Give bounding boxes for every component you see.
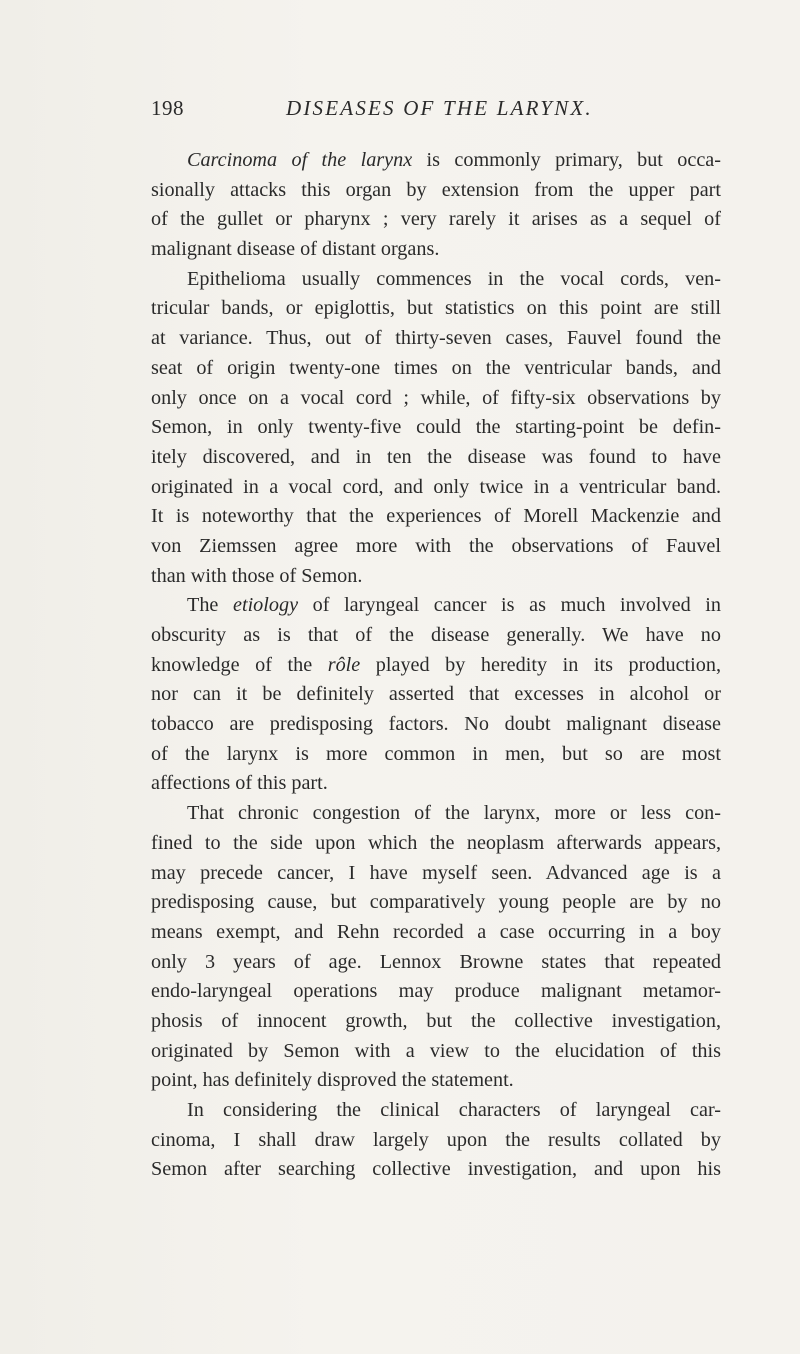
- text-run: Epithelioma usually commences in the vocal cords, ven-: [187, 267, 721, 290]
- paragraph: [151, 799, 721, 1096]
- italic-text: rôle: [327, 653, 361, 676]
- text-line: [151, 324, 721, 354]
- italic-text: Carcinoma of the larynx: [187, 149, 413, 171]
- text-run: That chronic congestion of the larynx, more or less con-: [187, 802, 721, 825]
- text-run: Semon after searching collective investigation, and upon his: [151, 1158, 721, 1181]
- text-run: originated by Semon with a view to the elucidation of this: [151, 1039, 721, 1062]
- italic-text: etiology: [233, 594, 299, 617]
- text-line: [151, 265, 721, 295]
- text-line: [151, 384, 721, 414]
- text-run: knowledge of the: [151, 653, 328, 676]
- text-line: [151, 502, 721, 532]
- text-line: [151, 1126, 721, 1156]
- text-run: In considering the clinical characters of laryngeal car-: [187, 1099, 721, 1121]
- text-line: [151, 413, 721, 443]
- text-run: may precede cancer, I have myself seen. Advanced age is a: [151, 861, 721, 884]
- text-line: [151, 1155, 721, 1185]
- text-run: of the larynx is more common in men, but so are most: [151, 742, 721, 765]
- text-line: [151, 1096, 721, 1126]
- paragraph: [151, 591, 721, 799]
- paragraph: [151, 146, 721, 265]
- text-run: at variance. Thus, out of thirty-seven cases, Fauvel found the: [151, 327, 721, 350]
- text-line: [151, 1066, 721, 1096]
- text-run: affections of this part.: [151, 772, 328, 795]
- text-line: [151, 205, 721, 235]
- text-line: [151, 740, 721, 770]
- text-line: [151, 354, 721, 384]
- text-run: predisposing cause, but comparatively young people are by no: [151, 891, 721, 914]
- text-run: malignant disease of distant organs.: [151, 238, 440, 261]
- text-run: tobacco are predisposing factors. No doubt malignant disease: [151, 713, 721, 736]
- text-line: [151, 294, 721, 324]
- text-run: fined to the side upon which the neoplasm afterwards appears,: [151, 831, 721, 854]
- page-header: [151, 96, 721, 126]
- text-run: obscurity as is that of the disease generally. We have no: [151, 624, 721, 646]
- paragraph: [151, 1096, 721, 1185]
- text-run: means exempt, and Rehn recorded a case occurring in a boy: [151, 920, 721, 943]
- text-run: only once on a vocal cord ; while, of fifty-six observations by: [151, 386, 721, 409]
- text-line: [151, 799, 721, 829]
- text-line: [151, 977, 721, 1007]
- text-line: [151, 591, 721, 621]
- text-run: itely discovered, and in ten the disease was found to have: [151, 445, 721, 468]
- text-run: endo-laryngeal operations may produce malignant metamor-: [151, 980, 721, 1003]
- running-title: DISEASES OF THE LARYNX.: [286, 96, 593, 120]
- text-run: is commonly primary, but occa-: [412, 149, 721, 171]
- text-run: nor can it be definitely asserted that excesses in alcohol or: [151, 683, 721, 706]
- text-line: [151, 235, 721, 265]
- text-run: of the gullet or pharynx ; very rarely it arises as a sequel of: [151, 208, 721, 231]
- text-line: [151, 562, 721, 592]
- text-run: played by heredity in its production,: [360, 653, 721, 676]
- text-run: only 3 years of age. Lennox Browne states that repeated: [151, 950, 721, 973]
- text-run: of laryngeal cancer is as much involved in: [298, 594, 721, 617]
- text-run: tricular bands, or epiglottis, but statistics on this point are still: [151, 297, 721, 320]
- paragraph: [151, 265, 721, 592]
- text-line: [151, 680, 721, 710]
- text-run: It is noteworthy that the experiences of Morell Mackenzie and: [151, 505, 721, 528]
- text-line: [151, 829, 721, 859]
- body-text: [151, 146, 721, 1185]
- text-run: The: [187, 594, 233, 617]
- text-run: sionally attacks this organ by extension from the upper part: [151, 178, 721, 201]
- text-line: [151, 651, 721, 681]
- text-line: [151, 710, 721, 740]
- text-run: point, has definitely disproved the statement.: [151, 1069, 514, 1092]
- text-line: [151, 769, 721, 799]
- text-run: seat of origin twenty-one times on the ventricular bands, and: [151, 356, 721, 379]
- text-line: [151, 473, 721, 503]
- text-line: [151, 146, 721, 176]
- text-run: von Ziemssen agree more with the observations of Fauvel: [151, 534, 721, 557]
- text-line: [151, 176, 721, 206]
- text-line: [151, 918, 721, 948]
- text-line: [151, 621, 721, 651]
- text-line: [151, 532, 721, 562]
- text-run: than with those of Semon.: [151, 564, 363, 587]
- text-line: [151, 1037, 721, 1067]
- text-run: phosis of innocent growth, but the collective investigation,: [151, 1009, 721, 1032]
- text-run: originated in a vocal cord, and only twice in a ventricular band.: [151, 475, 721, 498]
- page-number: 198: [151, 96, 184, 120]
- text-line: [151, 1007, 721, 1037]
- text-line: [151, 859, 721, 889]
- text-run: Semon, in only twenty-five could the starting-point be defin-: [151, 416, 721, 439]
- text-line: [151, 888, 721, 918]
- text-line: [151, 948, 721, 978]
- text-run: cinoma, I shall draw largely upon the results collated by: [151, 1128, 721, 1151]
- text-line: [151, 443, 721, 473]
